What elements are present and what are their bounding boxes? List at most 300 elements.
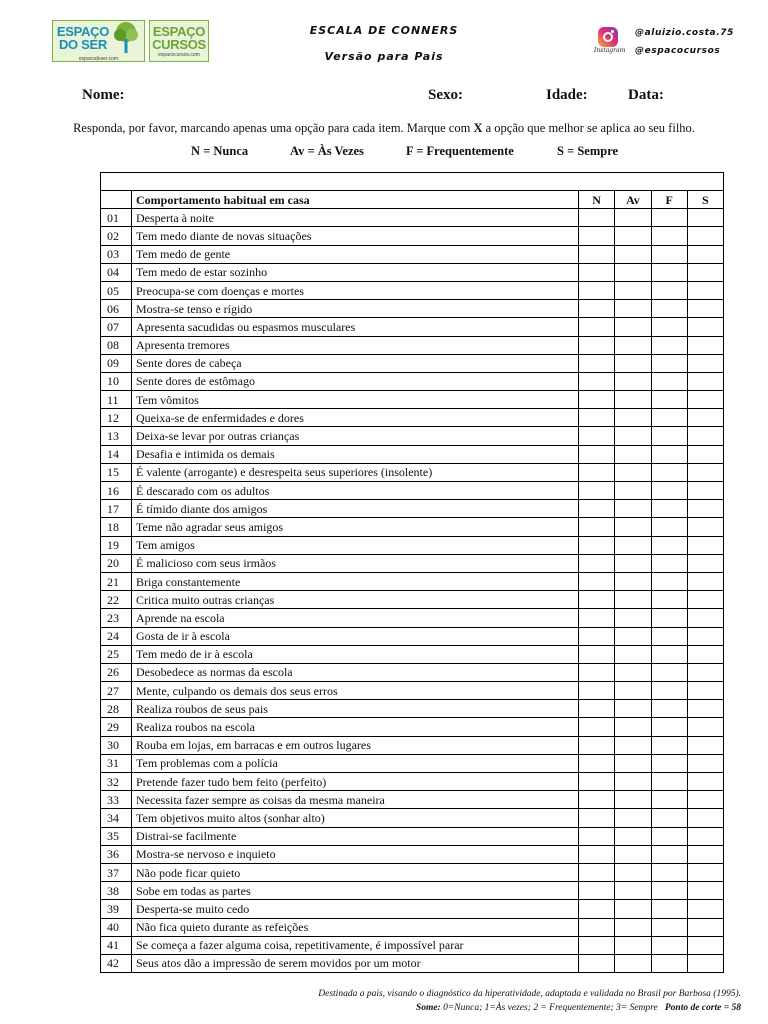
answer-cell-s[interactable] [687, 663, 723, 681]
item-number: 33 [101, 791, 132, 809]
answer-cell-av[interactable] [615, 627, 651, 645]
answer-cell-av[interactable] [615, 536, 651, 554]
answer-cell-n[interactable] [579, 936, 615, 954]
answer-cell-f[interactable] [651, 409, 687, 427]
answer-cell-av[interactable] [615, 773, 651, 791]
answer-cell-f[interactable] [651, 463, 687, 481]
table-row [101, 609, 724, 627]
table-row [101, 845, 724, 863]
answer-cell-f[interactable] [651, 572, 687, 590]
answer-cell-n[interactable] [579, 409, 615, 427]
table-row [101, 263, 724, 281]
answer-cell-s[interactable] [687, 409, 723, 427]
answer-cell-f[interactable] [651, 427, 687, 445]
answer-cell-n[interactable] [579, 554, 615, 572]
item-number: 34 [101, 809, 132, 827]
answer-cell-n[interactable] [579, 918, 615, 936]
answer-cell-s[interactable] [687, 427, 723, 445]
table-row [101, 700, 724, 718]
answer-cell-av[interactable] [615, 354, 651, 372]
item-description: Tem problemas com a polícia [132, 754, 579, 772]
answer-cell-av[interactable] [615, 227, 651, 245]
item-number: 40 [101, 918, 132, 936]
answer-cell-n[interactable] [579, 482, 615, 500]
item-description: Tem medo diante de novas situações [132, 227, 579, 245]
instructions-part2: a opção que melhor se aplica ao seu filho. [482, 121, 695, 135]
item-description: Tem amigos [132, 536, 579, 554]
answer-cell-s[interactable] [687, 463, 723, 481]
answer-cell-f[interactable] [651, 718, 687, 736]
answer-cell-av[interactable] [615, 809, 651, 827]
item-description: Queixa-se de enfermidades e dores [132, 409, 579, 427]
page-title: ESCALA DE CONNERS [309, 24, 459, 37]
table-row [101, 754, 724, 772]
header-option-av: Av [615, 191, 651, 209]
item-description: Mostra-se nervoso e inquieto [132, 845, 579, 863]
answer-cell-s[interactable] [687, 773, 723, 791]
answer-cell-f[interactable] [651, 900, 687, 918]
item-number: 03 [101, 245, 132, 263]
answer-cell-n[interactable] [579, 682, 615, 700]
header-num-cell [101, 191, 132, 209]
answer-cell-n[interactable] [579, 882, 615, 900]
answer-cell-f[interactable] [651, 281, 687, 299]
item-description: Apresenta tremores [132, 336, 579, 354]
item-number: 36 [101, 845, 132, 863]
answer-cell-s[interactable] [687, 845, 723, 863]
answer-cell-s[interactable] [687, 336, 723, 354]
answer-cell-av[interactable] [615, 209, 651, 227]
answer-cell-n[interactable] [579, 718, 615, 736]
answer-cell-f[interactable] [651, 882, 687, 900]
answer-cell-n[interactable] [579, 300, 615, 318]
answer-cell-n[interactable] [579, 391, 615, 409]
answer-cell-s[interactable] [687, 445, 723, 463]
answer-cell-av[interactable] [615, 882, 651, 900]
answer-cell-av[interactable] [615, 554, 651, 572]
answer-cell-n[interactable] [579, 754, 615, 772]
table-row [101, 773, 724, 791]
table-row [101, 518, 724, 536]
answer-cell-av[interactable] [615, 863, 651, 881]
table-row [101, 318, 724, 336]
answer-cell-f[interactable] [651, 954, 687, 972]
table-row [101, 663, 724, 681]
item-number: 28 [101, 700, 132, 718]
answer-cell-s[interactable] [687, 300, 723, 318]
answer-cell-n[interactable] [579, 336, 615, 354]
answer-cell-s[interactable] [687, 809, 723, 827]
item-description: Desafia e intimida os demais [132, 445, 579, 463]
item-description: Desperta-se muito cedo [132, 900, 579, 918]
item-description: Deixa-se levar por outras crianças [132, 427, 579, 445]
footer-note: Destinada a pais, visando o diagnóstico da hiperatividade, adaptada e validada no Brasil por Barbosa (1995). [318, 989, 741, 999]
item-number: 27 [101, 682, 132, 700]
answer-cell-n[interactable] [579, 281, 615, 299]
answer-cell-f[interactable] [651, 645, 687, 663]
item-number: 42 [101, 954, 132, 972]
item-description: Tem objetivos muito altos (sonhar alto) [132, 809, 579, 827]
item-number: 24 [101, 627, 132, 645]
answer-cell-n[interactable] [579, 845, 615, 863]
answer-cell-n[interactable] [579, 372, 615, 390]
legend-frequentemente: F = Frequentemente [406, 144, 514, 158]
answer-cell-n[interactable] [579, 445, 615, 463]
item-description: É descarado com os adultos [132, 482, 579, 500]
item-description: Não pode ficar quieto [132, 863, 579, 881]
table-row [101, 209, 724, 227]
item-number: 29 [101, 718, 132, 736]
answer-cell-av[interactable] [615, 645, 651, 663]
item-number: 37 [101, 863, 132, 881]
answer-cell-n[interactable] [579, 954, 615, 972]
answer-cell-av[interactable] [615, 409, 651, 427]
answer-cell-av[interactable] [615, 736, 651, 754]
answer-cell-s[interactable] [687, 791, 723, 809]
item-description: Mostra-se tenso e rígido [132, 300, 579, 318]
answer-cell-f[interactable] [651, 809, 687, 827]
item-number: 22 [101, 591, 132, 609]
answer-cell-f[interactable] [651, 209, 687, 227]
answer-cell-av[interactable] [615, 845, 651, 863]
logo1-site: espacodoser.com [78, 55, 119, 62]
table-row [101, 482, 724, 500]
item-description: Preocupa-se com doenças e mortes [132, 281, 579, 299]
table-row [101, 809, 724, 827]
answer-cell-f[interactable] [651, 391, 687, 409]
item-number: 16 [101, 482, 132, 500]
item-number: 25 [101, 645, 132, 663]
logo1-line1: ESPAÇO [56, 23, 110, 39]
table-row [101, 536, 724, 554]
table-row [101, 791, 724, 809]
answer-cell-s[interactable] [687, 863, 723, 881]
table-row [101, 882, 724, 900]
answer-cell-s[interactable] [687, 954, 723, 972]
answer-cell-av[interactable] [615, 954, 651, 972]
answer-cell-av[interactable] [615, 827, 651, 845]
table-top-row [101, 173, 724, 191]
item-number: 41 [101, 936, 132, 954]
answer-cell-n[interactable] [579, 627, 615, 645]
answer-cell-f[interactable] [651, 536, 687, 554]
answer-cell-av[interactable] [615, 918, 651, 936]
table-row [101, 554, 724, 572]
item-number: 21 [101, 572, 132, 590]
answer-cell-av[interactable] [615, 482, 651, 500]
table-row [101, 827, 724, 845]
table-row [101, 445, 724, 463]
answer-cell-n[interactable] [579, 500, 615, 518]
answer-cell-av[interactable] [615, 900, 651, 918]
item-description: Se começa a fazer alguma coisa, repetitivamente, é impossível parar [132, 936, 579, 954]
answer-cell-av[interactable] [615, 445, 651, 463]
answer-cell-f[interactable] [651, 354, 687, 372]
item-number: 11 [101, 391, 132, 409]
answer-cell-av[interactable] [615, 263, 651, 281]
footer-scoring-text: 0=Nunca; 1=Às vezes; 2 = Frequentemente; 3= Sempre [440, 1003, 658, 1013]
answer-cell-s[interactable] [687, 900, 723, 918]
footer-cutoff: Ponto de corte = 58 [664, 1003, 741, 1013]
answer-cell-f[interactable] [651, 682, 687, 700]
answer-cell-s[interactable] [687, 500, 723, 518]
table-row [101, 645, 724, 663]
item-number: 30 [101, 736, 132, 754]
answer-cell-s[interactable] [687, 918, 723, 936]
answer-cell-av[interactable] [615, 591, 651, 609]
item-description: Desobedece as normas da escola [132, 663, 579, 681]
legend-nunca: N = Nunca [191, 144, 249, 158]
answer-cell-s[interactable] [687, 572, 723, 590]
table-row [101, 227, 724, 245]
item-number: 31 [101, 754, 132, 772]
answer-cell-s[interactable] [687, 554, 723, 572]
header-option-n: N [579, 191, 615, 209]
answer-cell-f[interactable] [651, 482, 687, 500]
answer-cell-f[interactable] [651, 518, 687, 536]
table-row [101, 954, 724, 972]
table-row [101, 500, 724, 518]
answer-cell-s[interactable] [687, 245, 723, 263]
item-number: 05 [101, 281, 132, 299]
item-description: Realiza roubos na escola [132, 718, 579, 736]
answer-cell-s[interactable] [687, 263, 723, 281]
item-number: 12 [101, 409, 132, 427]
answer-cell-f[interactable] [651, 736, 687, 754]
answer-cell-s[interactable] [687, 591, 723, 609]
answer-cell-av[interactable] [615, 700, 651, 718]
answer-cell-s[interactable] [687, 754, 723, 772]
answer-cell-f[interactable] [651, 845, 687, 863]
answer-cell-n[interactable] [579, 900, 615, 918]
answer-cell-f[interactable] [651, 863, 687, 881]
answer-cell-n[interactable] [579, 572, 615, 590]
answer-cell-f[interactable] [651, 627, 687, 645]
answer-cell-av[interactable] [615, 791, 651, 809]
answer-cell-s[interactable] [687, 882, 723, 900]
answer-cell-f[interactable] [651, 500, 687, 518]
answer-cell-s[interactable] [687, 391, 723, 409]
answer-cell-s[interactable] [687, 682, 723, 700]
answer-cell-s[interactable] [687, 318, 723, 336]
item-description: É valente (arrogante) e desrespeita seus superiores (insolente) [132, 463, 579, 481]
sexo-label: Sexo: [428, 87, 463, 103]
instructions-part1: Responda, por favor, marcando apenas uma opção para cada item. Marque com [73, 121, 474, 135]
answer-cell-av[interactable] [615, 754, 651, 772]
item-description: Tem medo de gente [132, 245, 579, 263]
answer-cell-s[interactable] [687, 700, 723, 718]
answer-cell-av[interactable] [615, 318, 651, 336]
answer-cell-n[interactable] [579, 463, 615, 481]
instructions-mark: X [473, 121, 483, 135]
answer-cell-av[interactable] [615, 463, 651, 481]
item-description: Sobe em todas as partes [132, 882, 579, 900]
answer-cell-n[interactable] [579, 863, 615, 881]
answer-cell-av[interactable] [615, 682, 651, 700]
item-description: Distrai-se facilmente [132, 827, 579, 845]
table-row [101, 627, 724, 645]
item-number: 08 [101, 336, 132, 354]
answer-cell-f[interactable] [651, 827, 687, 845]
answer-cell-n[interactable] [579, 609, 615, 627]
instagram-handle-2: @espacocursos [635, 46, 721, 56]
table-row [101, 936, 724, 954]
table-row [101, 372, 724, 390]
answer-cell-s[interactable] [687, 627, 723, 645]
behavior-table [100, 172, 723, 973]
answer-cell-av[interactable] [615, 572, 651, 590]
answer-cell-av[interactable] [615, 518, 651, 536]
answer-cell-f[interactable] [651, 591, 687, 609]
answer-cell-s[interactable] [687, 536, 723, 554]
legend-as-vezes: Av = Às Vezes [290, 144, 364, 158]
answer-cell-n[interactable] [579, 645, 615, 663]
answer-cell-f[interactable] [651, 336, 687, 354]
answer-cell-s[interactable] [687, 482, 723, 500]
answer-cell-n[interactable] [579, 318, 615, 336]
answer-cell-f[interactable] [651, 791, 687, 809]
item-description: Gosta de ir à escola [132, 627, 579, 645]
item-number: 38 [101, 882, 132, 900]
answer-cell-s[interactable] [687, 609, 723, 627]
item-description: Sente dores de cabeça [132, 354, 579, 372]
table-row [101, 354, 724, 372]
answer-cell-f[interactable] [651, 773, 687, 791]
answer-cell-n[interactable] [579, 663, 615, 681]
answer-cell-av[interactable] [615, 718, 651, 736]
item-description: Desperta à noite [132, 209, 579, 227]
answer-cell-s[interactable] [687, 827, 723, 845]
table-row [101, 591, 724, 609]
answer-cell-av[interactable] [615, 391, 651, 409]
answer-cell-s[interactable] [687, 936, 723, 954]
item-number: 18 [101, 518, 132, 536]
answer-cell-f[interactable] [651, 445, 687, 463]
answer-cell-f[interactable] [651, 609, 687, 627]
answer-cell-f[interactable] [651, 318, 687, 336]
item-number: 26 [101, 663, 132, 681]
answer-cell-n[interactable] [579, 700, 615, 718]
item-description: Rouba em lojas, em barracas e em outros lugares [132, 736, 579, 754]
item-description: Apresenta sacudidas ou espasmos musculares [132, 318, 579, 336]
item-description: Sente dores de estômago [132, 372, 579, 390]
answer-cell-f[interactable] [651, 300, 687, 318]
item-number: 07 [101, 318, 132, 336]
instructions [0, 121, 768, 136]
answer-cell-av[interactable] [615, 427, 651, 445]
item-description: Não fica quieto durante as refeições [132, 918, 579, 936]
answer-cell-n[interactable] [579, 736, 615, 754]
answer-cell-f[interactable] [651, 263, 687, 281]
answer-cell-n[interactable] [579, 354, 615, 372]
item-description: Mente, culpando os demais dos seus erros [132, 682, 579, 700]
answer-cell-n[interactable] [579, 427, 615, 445]
answer-cell-av[interactable] [615, 372, 651, 390]
answer-cell-s[interactable] [687, 281, 723, 299]
table-row [101, 863, 724, 881]
answer-cell-n[interactable] [579, 536, 615, 554]
item-description: Briga constantemente [132, 572, 579, 590]
answer-cell-n[interactable] [579, 263, 615, 281]
answer-cell-f[interactable] [651, 245, 687, 263]
answer-cell-av[interactable] [615, 936, 651, 954]
answer-cell-n[interactable] [579, 809, 615, 827]
answer-cell-n[interactable] [579, 773, 615, 791]
answer-cell-n[interactable] [579, 227, 615, 245]
table-row [101, 736, 724, 754]
item-description: Tem medo de estar sozinho [132, 263, 579, 281]
answer-cell-s[interactable] [687, 518, 723, 536]
answer-cell-s[interactable] [687, 354, 723, 372]
answer-cell-f[interactable] [651, 918, 687, 936]
instagram-label: Instagram [594, 47, 626, 54]
answer-cell-av[interactable] [615, 609, 651, 627]
nome-label: Nome: [82, 87, 125, 103]
answer-cell-s[interactable] [687, 718, 723, 736]
table-row [101, 918, 724, 936]
footer-some-label: Some: [415, 1003, 441, 1013]
item-number: 23 [101, 609, 132, 627]
item-number: 01 [101, 209, 132, 227]
answer-cell-f[interactable] [651, 372, 687, 390]
answer-cell-s[interactable] [687, 227, 723, 245]
answer-cell-n[interactable] [579, 791, 615, 809]
table-row [101, 391, 724, 409]
answer-cell-n[interactable] [579, 827, 615, 845]
answer-cell-f[interactable] [651, 663, 687, 681]
logo2-line1: ESPAÇO [152, 23, 206, 39]
answer-cell-s[interactable] [687, 372, 723, 390]
answer-cell-f[interactable] [651, 936, 687, 954]
answer-cell-av[interactable] [615, 336, 651, 354]
answer-cell-av[interactable] [615, 281, 651, 299]
item-number: 02 [101, 227, 132, 245]
answer-cell-s[interactable] [687, 645, 723, 663]
item-description: Seus atos dão a impressão de serem movidos por um motor [132, 954, 579, 972]
item-description: Necessita fazer sempre as coisas da mesma maneira [132, 791, 579, 809]
idade-label: Idade: [546, 87, 588, 103]
header-behavior: Comportamento habitual em casa [132, 191, 579, 209]
item-number: 39 [101, 900, 132, 918]
answer-cell-f[interactable] [651, 554, 687, 572]
answer-cell-f[interactable] [651, 700, 687, 718]
answer-cell-av[interactable] [615, 300, 651, 318]
answer-cell-av[interactable] [615, 500, 651, 518]
item-number: 15 [101, 463, 132, 481]
data-label: Data: [628, 87, 664, 103]
item-description: Aprende na escola [132, 609, 579, 627]
answer-cell-f[interactable] [651, 227, 687, 245]
answer-cell-s[interactable] [687, 209, 723, 227]
table-row [101, 572, 724, 590]
answer-cell-av[interactable] [615, 245, 651, 263]
answer-cell-n[interactable] [579, 209, 615, 227]
answer-cell-n[interactable] [579, 518, 615, 536]
answer-cell-n[interactable] [579, 591, 615, 609]
answer-cell-n[interactable] [579, 245, 615, 263]
table-row [101, 682, 724, 700]
instagram-handle-1: @aluizio.costa.75 [635, 28, 734, 38]
answer-cell-av[interactable] [615, 663, 651, 681]
answer-cell-s[interactable] [687, 736, 723, 754]
answer-cell-f[interactable] [651, 754, 687, 772]
table-row [101, 281, 724, 299]
table-row [101, 463, 724, 481]
header-option-f: F [651, 191, 687, 209]
item-description: É malicioso com seus irmãos [132, 554, 579, 572]
table-top-cell [101, 173, 724, 191]
item-number: 04 [101, 263, 132, 281]
